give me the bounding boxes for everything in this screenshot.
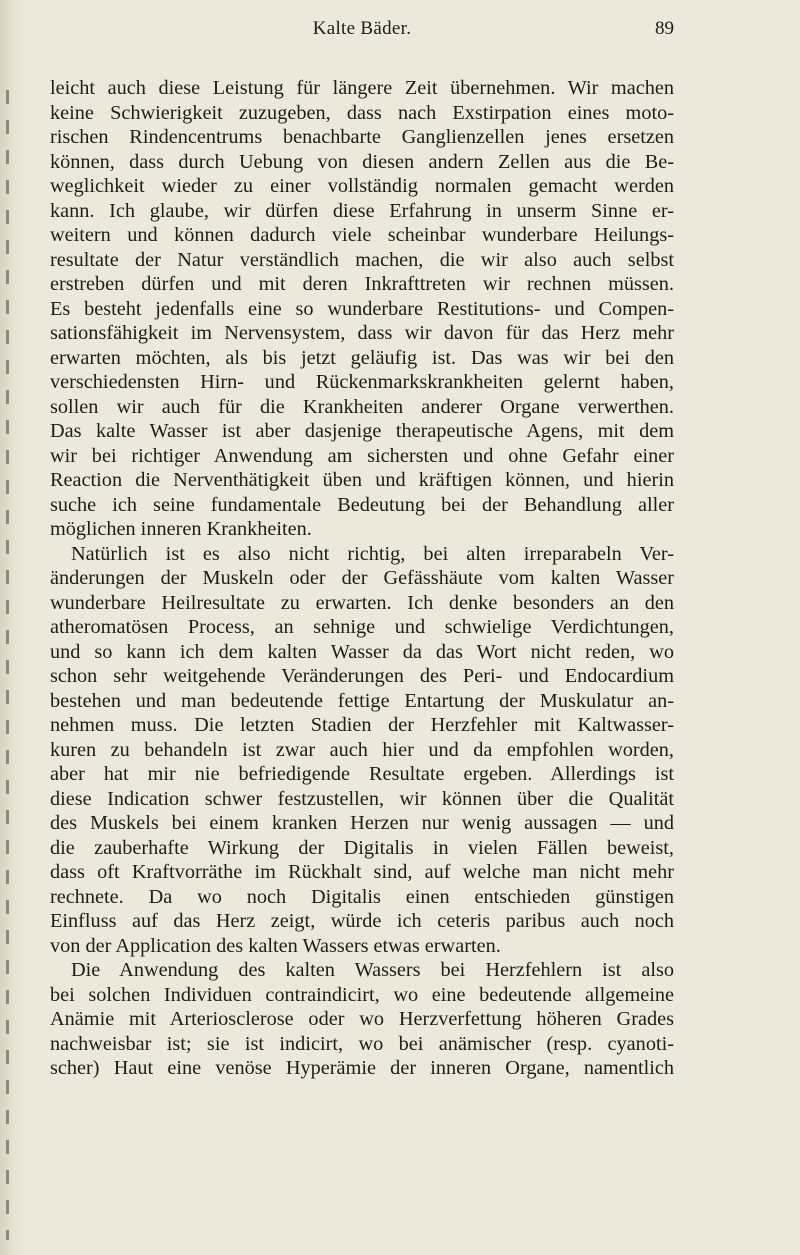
text-line: suche ich seine fundamentale Bedeutung bei der Behandlung aller [50,493,674,516]
text-line: aber hat mir nie befriedigende Resultate ergeben. Allerdings ist [50,763,674,785]
text-line: kuren zu behandeln ist zwar auch hier und da empfohlen worden, [50,738,674,761]
page-binding-shadow [0,0,22,1255]
text-line: wunderbare Heilresultate zu erwarten. Ich denke besonders an den [50,591,674,614]
text-line: möglichen inneren Krankheiten. [50,518,312,540]
text-line: dass oft Kraftvorräthe im Rückhalt sind, auf welche man nicht mehr [50,861,674,883]
text-line: verschiedensten Hirn- und Rückenmarkskrankheiten gelernt haben, [50,371,674,393]
text-line: nachweisbar ist; sie ist indicirt, wo bei anämischer (resp. cyanoti- [50,1032,674,1055]
text-line: scher) Haut eine venöse Hyperämie der inneren Organe, namentlich [50,1057,674,1079]
text-line: weitern und können dadurch viele scheinbar wunderbare Heilungs- [50,224,674,246]
text-line: diese Indication schwer festzustellen, wir können über die Qualität [50,787,674,810]
paragraph [50,958,674,1081]
paragraph [50,542,674,959]
text-line: des Muskels bei einem kranken Herzen nur wenig aussagen — und [50,812,674,834]
text-line: und so kann ich dem kalten Wasser da das Wort nicht reden, wo [50,640,674,663]
text-line: Anämie mit Arteriosclerose oder wo Herzverfettung höheren Grades [50,1008,674,1030]
binding-edge-marks [6,90,9,1240]
text-line: sationsfähigkeit im Nervensystem, dass wir davon für das Herz mehr [50,322,674,344]
text-line: bestehen und man bedeutende fettige Entartung der Muskulatur an- [50,689,674,712]
body-text [50,76,674,1081]
text-line: Natürlich ist es also nicht richtig, bei alten irreparabeln Ver- [71,542,674,565]
text-line: kann. Ich glaube, wir dürfen diese Erfahrung in unserm Sinne er- [50,199,674,222]
text-line: schon sehr weitgehende Veränderungen des Peri- und Endocardium [50,665,674,687]
text-line: können, dass durch Uebung von diesen andern Zellen aus die Be- [50,150,674,173]
text-line: Die Anwendung des kalten Wassers bei Herzfehlern ist also [71,959,674,981]
text-line: Es besteht jedenfalls eine so wunderbare Restitutions- und Compen- [50,297,674,320]
text-line: erwarten möchten, als bis jetzt geläufig ist. Das was wir bei den [50,346,674,369]
text-line: atheromatösen Process, an sehnige und schwielige Verdichtungen, [50,616,674,638]
text-line: die zauberhafte Wirkung der Digitalis in vielen Fällen beweist, [50,836,674,859]
text-line: resultate der Natur verständlich machen, die wir also auch selbst [50,248,674,271]
text-line: rischen Rindencentrums benachbarte Ganglienzellen jenes ersetzen [50,126,674,148]
text-line: nehmen muss. Die letzten Stadien der Herzfehler mit Kaltwasser- [50,714,674,736]
text-line: erstreben dürfen und mit deren Inkrafttreten wir rechnen müssen. [50,273,674,295]
page-header [50,14,674,44]
text-line: leicht auch diese Leistung für längere Zeit übernehmen. Wir machen [50,77,674,99]
text-line: sollen wir auch für die Krankheiten anderer Organe verwerthen. [50,395,674,418]
text-line: änderungen der Muskeln oder der Gefässhäute vom kalten Wasser [50,567,674,589]
text-line: weglichkeit wieder zu einer vollständig normalen gemacht werden [50,175,674,197]
text-line: keine Schwierigkeit zuzugeben, dass nach Exstirpation eines moto- [50,101,674,124]
page-number: 89 [655,18,674,39]
paragraph [50,76,674,542]
text-line: Das kalte Wasser ist aber dasjenige therapeutische Agens, mit dem [50,420,674,442]
text-line: rechnete. Da wo noch Digitalis einen entschieden günstigen [50,885,674,908]
running-title: Kalte Bäder. [312,18,412,39]
text-line: von der Application des kalten Wassers etwas erwarten. [50,934,501,957]
text-line: Einfluss auf das Herz zeigt, würde ich ceteris paribus auch noch [50,910,674,932]
text-line: Reaction die Nerventhätigkeit üben und kräftigen können, und hierin [50,469,674,491]
text-line: bei solchen Individuen contraindicirt, wo eine bedeutende allgemeine [50,983,674,1006]
text-line: wir bei richtiger Anwendung am sichersten und ohne Gefahr einer [50,444,674,467]
